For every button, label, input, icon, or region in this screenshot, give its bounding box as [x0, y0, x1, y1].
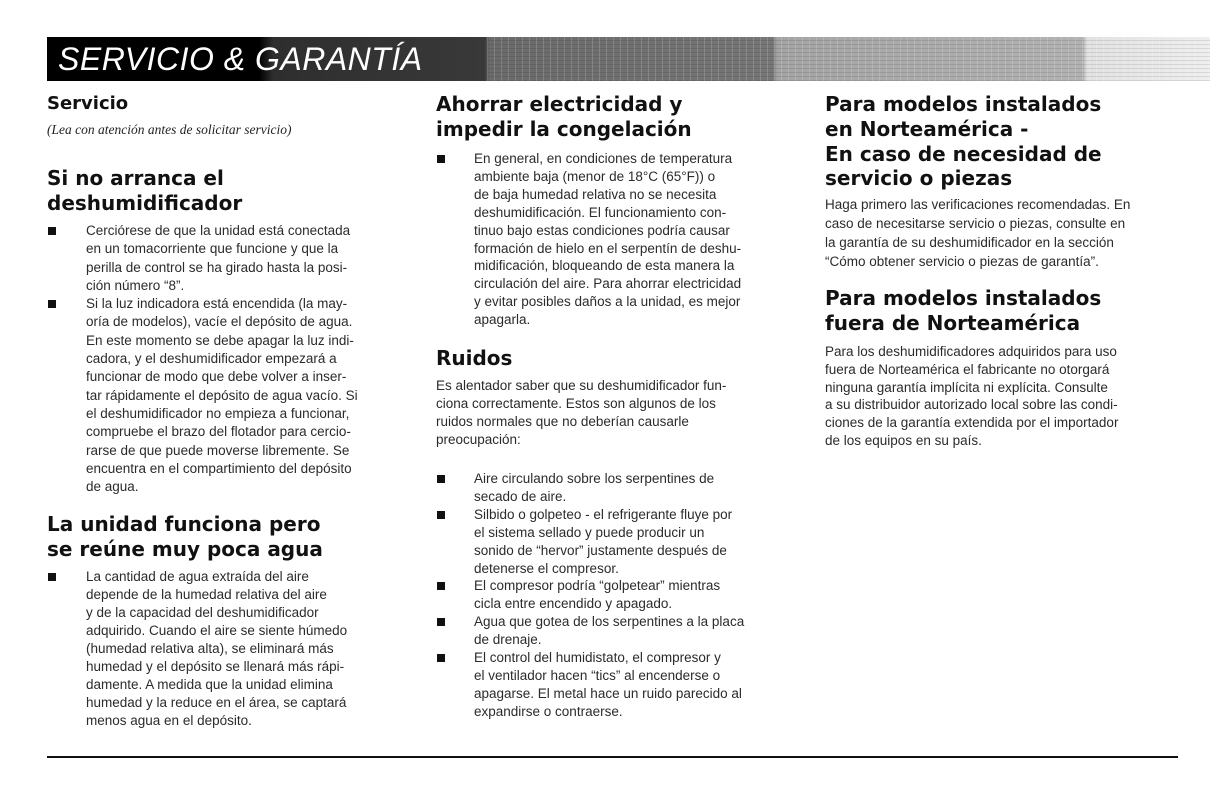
text-line: de drenaje. — [474, 632, 542, 648]
text-line: secado de aire. — [474, 488, 567, 504]
text-line: encuentra en el compartimiento del depósito — [86, 460, 352, 476]
banner-texture — [487, 37, 1210, 81]
heading-line: En caso de necesidad de — [825, 141, 1102, 166]
text-line: ninguna garantía implícita ni explícita. Consulte — [825, 379, 1108, 395]
fuera-heading — [825, 286, 1101, 336]
bullet-square-icon — [48, 300, 56, 308]
text-line: el ventilador hacen “tics” al encenderse o — [474, 667, 721, 683]
text-line: formación de hielo en el serpentín de deshu- — [474, 240, 742, 256]
text-line: Para los deshumidificadores adquiridos para uso — [825, 344, 1117, 359]
text-line: midificación, bloqueando de esta manera la — [474, 258, 735, 274]
heading-line: impedir la congelación — [436, 117, 692, 141]
ruidos-intro — [436, 377, 726, 449]
text-line: a su distribuidor autorizado local sobre las condi- — [825, 397, 1118, 413]
heading-line: Para modelos instalados — [825, 286, 1102, 310]
poca-agua-list — [47, 568, 347, 730]
list-item — [436, 470, 744, 506]
text-line: Aire circulando sobre los serpentines de — [474, 471, 715, 486]
list-item — [436, 613, 744, 649]
text-line: ción número “8”. — [86, 277, 185, 293]
heading-line: Para modelos instalados — [825, 92, 1102, 116]
text-line: y evitar posibles daños a la unidad, es mejor — [474, 294, 741, 310]
text-line: adquirido. Cuando el aire se siente húmedo — [86, 623, 348, 638]
text-line: funcionar de modo que debe volver a inser- — [86, 369, 347, 385]
ahorrar-heading — [436, 92, 692, 142]
bullet-square-icon — [437, 654, 445, 662]
text-line: rarse de que puede moverse libremente. Se — [86, 442, 350, 458]
text-line: El compresor podría “golpetear” mientras — [474, 578, 721, 594]
text-line: la garantía de su deshumidificador en la sección — [825, 235, 1114, 250]
list-item — [436, 150, 741, 329]
text-line: Cerciórese de que la unidad está conectada — [86, 223, 351, 238]
text-line: humedad y el depósito se llenará más rápi- — [86, 659, 345, 674]
text-line: damente. A medida que la unidad elimina — [86, 677, 333, 692]
text-line: preocupación: — [436, 431, 521, 447]
text-line: fuera de Norteamérica el fabricante no otorgará — [825, 361, 1110, 377]
fuera-body — [825, 343, 1118, 450]
no-arranca-list — [47, 222, 358, 496]
servicio-heading: Servicio — [47, 93, 129, 114]
text-line: el sistema sellado y puede producir un — [474, 524, 705, 540]
text-line: Silbido o golpeteo - el refrigerante fluye por — [474, 506, 733, 522]
heading-line: servicio o piezas — [825, 166, 1013, 191]
bullet-square-icon — [437, 511, 445, 519]
text-line: oría de modelos), vacíe el depósito de agua. — [86, 314, 353, 330]
bullet-square-icon — [437, 155, 445, 163]
bullet-square-icon — [437, 618, 445, 626]
list-item — [47, 222, 358, 295]
list-item — [47, 568, 347, 730]
ruidos-list — [436, 470, 744, 721]
text-line: Agua que gotea de los serpentines a la placa — [474, 614, 745, 630]
bullet-square-icon — [437, 475, 445, 483]
text-line: tar rápidamente el depósito de agua vacío. Si — [86, 387, 358, 403]
text-line: cadora, y el deshumidificador empezará a — [86, 351, 337, 367]
servicio-note: (Lea con atención antes de solicitar servicio) — [47, 122, 292, 137]
text-line: menos agua en el depósito. — [86, 713, 252, 728]
text-line: y de la capacidad del deshumidificador — [86, 605, 319, 620]
norteamerica-body — [825, 195, 1130, 271]
text-line: sonido de “hervor” justamente después de — [474, 542, 727, 558]
text-line: en un tomacorriente que funcione y que la — [86, 241, 339, 257]
bullet-square-icon — [48, 573, 56, 581]
text-line: apagarse. El metal hace un ruido parecido al — [474, 685, 742, 701]
text-line: Si la luz indicadora está encendida (la may- — [86, 296, 348, 312]
heading-line: Si no arranca el — [47, 166, 224, 190]
text-line: humedad y la reduce en el área, se captará — [86, 695, 347, 710]
text-line: En general, en condiciones de temperatura — [474, 151, 733, 166]
text-line: cicla entre encendido y apagado. — [474, 596, 673, 612]
heading-line: Ahorrar electricidad y — [436, 92, 683, 116]
text-line: compruebe el brazo del flotador para cercio- — [86, 424, 351, 440]
text-line: ciona correctamente. Estos son algunos de los — [436, 395, 716, 411]
text-line: depende de la humedad relativa del aire — [86, 587, 327, 602]
list-item — [47, 295, 358, 496]
text-line: de los equipos en su país. — [825, 432, 982, 448]
heading-line: en Norteamérica - — [825, 116, 1029, 141]
heading-line: fuera de Norteamérica — [825, 311, 1081, 335]
text-line: detenerse el compresor. — [474, 560, 619, 576]
heading-line: La unidad funciona pero — [47, 512, 321, 536]
text-line: ambiente baja (menor de 18°C (65°F)) o — [474, 168, 716, 184]
text-line: ciones de la garantía extendida por el importador — [825, 415, 1119, 431]
text-line: En este momento se debe apagar la luz indi- — [86, 332, 354, 348]
text-line: “Cómo obtener servicio o piezas de garantía”. — [825, 254, 1099, 269]
text-line: La cantidad de agua extraída del aire — [86, 569, 309, 584]
text-line: tinuo bajo estas condiciones podría causar — [474, 222, 730, 238]
list-item — [436, 506, 744, 578]
norteamerica-heading — [825, 92, 1102, 191]
text-line: perilla de control se ha girado hasta la posi- — [86, 259, 348, 275]
bullet-square-icon — [48, 227, 56, 235]
text-line: deshumidificación. El funcionamiento con- — [474, 204, 727, 220]
page-title: SERVICIO & GARANTÍA — [58, 41, 423, 77]
list-item — [436, 649, 744, 721]
text-line: de agua. — [86, 479, 139, 495]
poca-agua-heading — [47, 512, 323, 562]
text-line: circulación del aire. Para ahorrar electricidad — [474, 276, 742, 292]
ahorrar-list — [436, 150, 741, 329]
text-line: El control del humidistato, el compresor y — [474, 650, 721, 666]
heading-line: deshumidificador — [47, 191, 243, 215]
text-line: expandirse o contraerse. — [474, 703, 623, 719]
section-banner — [47, 37, 1210, 81]
bullet-square-icon — [437, 582, 445, 590]
text-line: (humedad relativa alta), se eliminará más — [86, 641, 334, 656]
text-line: caso de necesitarse servicio o piezas, consulte en — [825, 216, 1126, 231]
text-line: de baja humedad relativa no se necesita — [474, 186, 717, 202]
text-line: Haga primero las verificaciones recomendadas. En — [825, 197, 1131, 212]
list-item — [436, 577, 744, 613]
bottom-divider — [47, 756, 1178, 758]
text-line: el deshumidificador no empieza a funcionar, — [86, 405, 350, 421]
ruidos-heading: Ruidos — [436, 346, 513, 370]
text-line: apagarla. — [474, 312, 531, 328]
text-line: Es alentador saber que su deshumidificador fun- — [436, 378, 727, 393]
text-line: ruidos normales que no deberían causarle — [436, 413, 689, 429]
no-arranca-heading — [47, 166, 242, 216]
heading-line: se reúne muy poca agua — [47, 537, 323, 561]
